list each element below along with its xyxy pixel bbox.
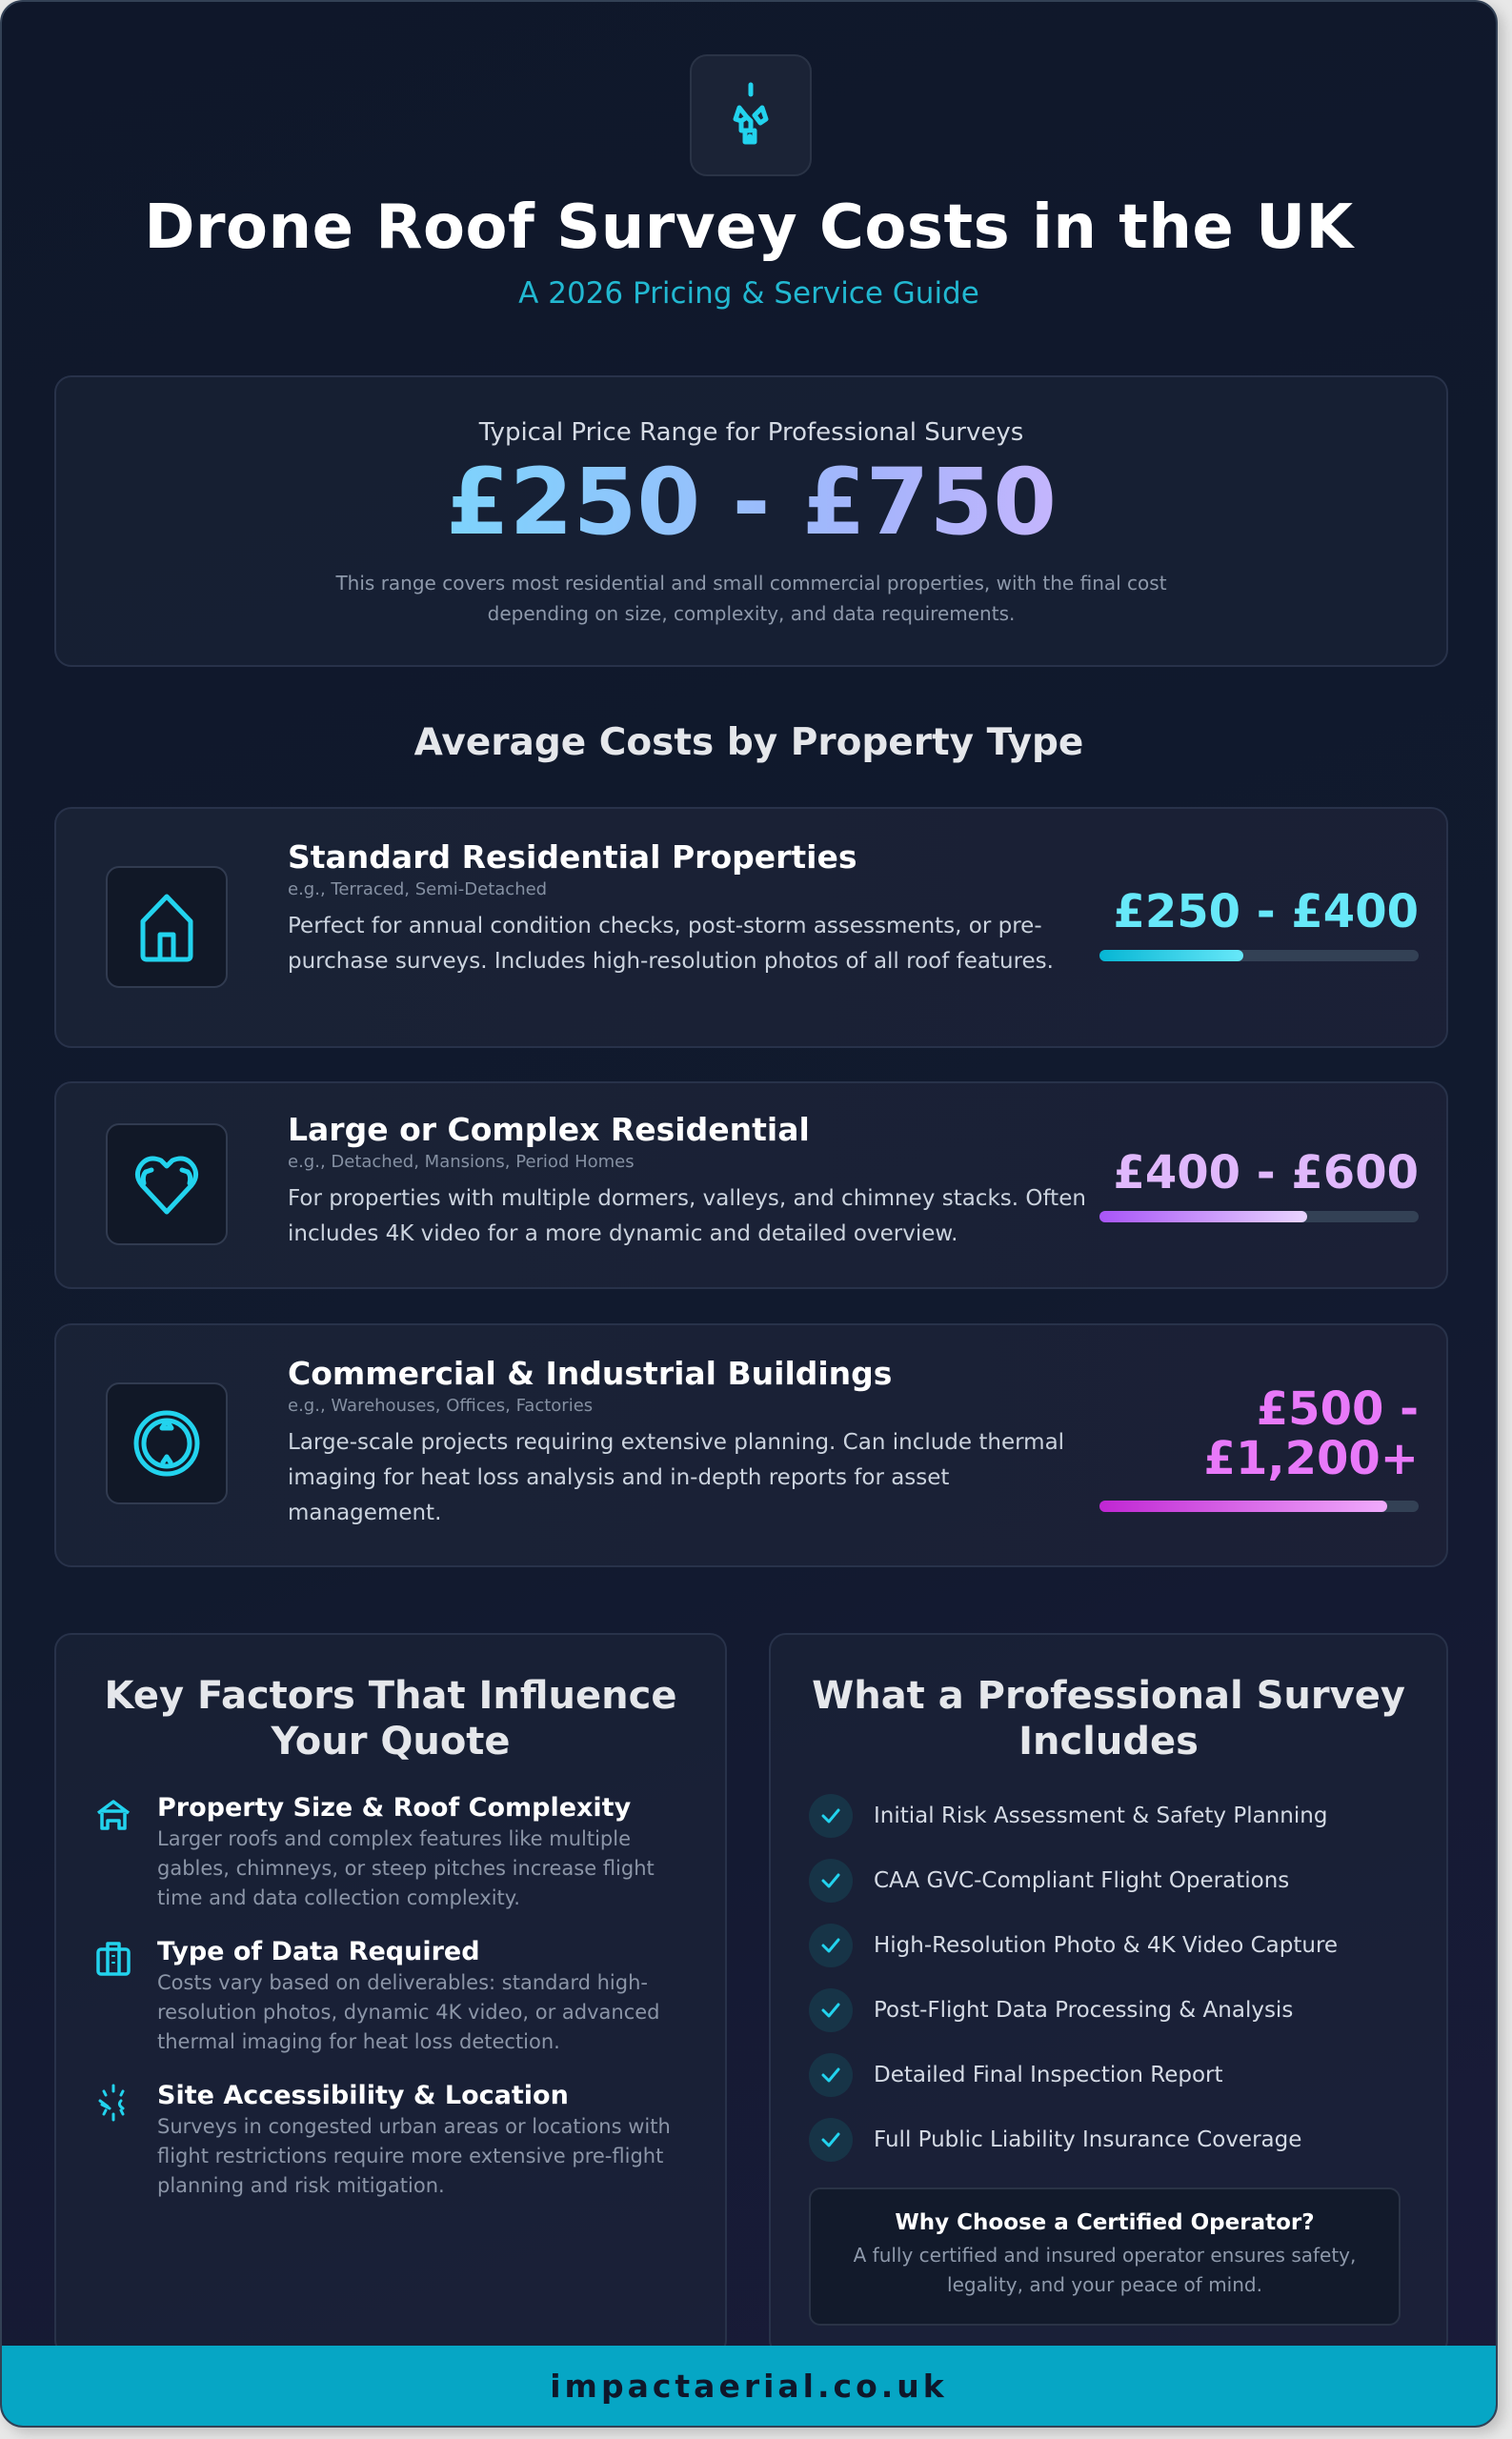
factor-title: Type of Data Required <box>157 1937 480 1966</box>
why-certified-description: A fully certified and insured operator ensures safety, legality, and your peace of mind. <box>853 2244 1357 2296</box>
factor-item <box>94 1792 685 1913</box>
property-price-line1: £500 - <box>1256 1382 1419 1436</box>
page-subtitle: A 2026 Pricing & Service Guide <box>518 276 979 311</box>
factor-description: Costs vary based on deliverables: standard high-resolution photos, dynamic 4K video, or advanced thermal imaging for heat loss detection. <box>157 1971 660 2053</box>
price-bar-track <box>1099 1211 1419 1222</box>
house-icon <box>133 889 200 965</box>
icon-box <box>106 1123 228 1245</box>
include-label: Post-Flight Data Processing & Analysis <box>874 1998 1294 2023</box>
include-label: High-Resolution Photo & 4K Video Capture <box>874 1933 1339 1958</box>
factor-description: Larger roofs and complex features like multiple gables, chimneys, or steep pitches increase flight time and data collection complexity. <box>157 1827 655 1909</box>
why-certified-box <box>809 2187 1401 2326</box>
survey-includes-title: What a Professional Survey Includes <box>812 1674 1405 1764</box>
sparkle-icon <box>94 2084 132 2122</box>
price-range-value: £250 - £750 <box>445 449 1058 555</box>
include-item <box>809 2118 1301 2162</box>
price-bar-track <box>1099 950 1419 961</box>
property-examples: e.g., Terraced, Semi-Detached <box>288 879 548 899</box>
logo-box <box>690 54 812 176</box>
check-icon <box>809 1859 853 1903</box>
drone-icon <box>722 81 779 150</box>
property-price: £250 - £400 <box>1113 885 1419 938</box>
property-section-title: Average Costs by Property Type <box>413 721 1084 764</box>
include-item <box>809 1924 1338 1967</box>
include-label: Full Public Liability Insurance Coverage <box>874 2127 1302 2152</box>
factor-item <box>94 2080 685 2201</box>
page-title: Drone Roof Survey Costs in the UK <box>144 192 1354 263</box>
price-range-description: This range covers most residential and small commercial properties, with the final cost depending on size, complexity, and data requirements. <box>335 571 1167 625</box>
house-icon <box>94 1796 132 1834</box>
price-range-card <box>54 375 1448 667</box>
property-price-line2: £1,200+ <box>1203 1432 1419 1485</box>
include-item <box>809 1988 1293 2032</box>
property-card-standard <box>54 807 1448 1048</box>
footer-bar <box>2 2346 1496 2426</box>
factor-title: Property Size & Roof Complexity <box>157 1793 632 1823</box>
property-description: Large-scale projects requiring extensive planning. Can include thermal imaging for heat loss analysis and in-depth reports for asset management. <box>288 1430 1065 1525</box>
survey-includes-panel <box>769 1633 1448 2357</box>
property-name: Commercial & Industrial Buildings <box>288 1355 893 1392</box>
price-range-label: Typical Price Range for Professional Surveys <box>478 418 1024 447</box>
property-description: For properties with multiple dormers, valleys, and chimney stacks. Often includes 4K video for a more dynamic and detailed overview. <box>288 1186 1086 1246</box>
property-description: Perfect for annual condition checks, post-storm assessments, or pre-purchase surveys. Includes high-resolution photos of all roof features. <box>288 914 1054 974</box>
property-card-commercial <box>54 1323 1448 1567</box>
heart-icon <box>132 1151 201 1218</box>
property-examples: e.g., Warehouses, Offices, Factories <box>288 1396 594 1416</box>
why-certified-title: Why Choose a Certified Operator? <box>895 2210 1315 2235</box>
property-name: Standard Residential Properties <box>288 838 857 876</box>
check-icon <box>809 1924 853 1967</box>
compass-icon <box>131 1407 203 1480</box>
property-card-large <box>54 1081 1448 1289</box>
price-bar-fill <box>1099 950 1243 961</box>
check-icon <box>809 2053 853 2097</box>
icon-box <box>106 866 228 988</box>
check-icon <box>809 1794 853 1838</box>
check-icon <box>809 2118 853 2162</box>
key-factors-title: Key Factors That Influence Your Quote <box>104 1674 677 1764</box>
include-label: CAA GVC-Compliant Flight Operations <box>874 1868 1290 1893</box>
factor-title: Site Accessibility & Location <box>157 2081 569 2110</box>
factor-description: Surveys in congested urban areas or locations with flight restrictions require more extensive pre-flight planning and risk mitigation. <box>157 2115 671 2197</box>
include-item <box>809 1859 1289 1903</box>
include-item <box>809 2053 1222 2097</box>
price-bar-track <box>1099 1501 1419 1512</box>
key-factors-panel <box>54 1633 727 2357</box>
price-bar-fill <box>1099 1211 1307 1222</box>
include-label: Detailed Final Inspection Report <box>874 2063 1223 2087</box>
property-price: £400 - £600 <box>1113 1146 1419 1199</box>
check-icon <box>809 1988 853 2032</box>
property-name: Large or Complex Residential <box>288 1111 810 1148</box>
price-bar-fill <box>1099 1501 1387 1512</box>
property-examples: e.g., Detached, Mansions, Period Homes <box>288 1152 635 1172</box>
factor-item <box>94 1936 685 2057</box>
luggage-icon <box>94 1940 132 1978</box>
icon-box <box>106 1382 228 1504</box>
include-item <box>809 1794 1327 1838</box>
footer-url[interactable]: impactaerial.co.uk <box>550 2367 948 2405</box>
include-label: Initial Risk Assessment & Safety Planning <box>874 1804 1328 1828</box>
